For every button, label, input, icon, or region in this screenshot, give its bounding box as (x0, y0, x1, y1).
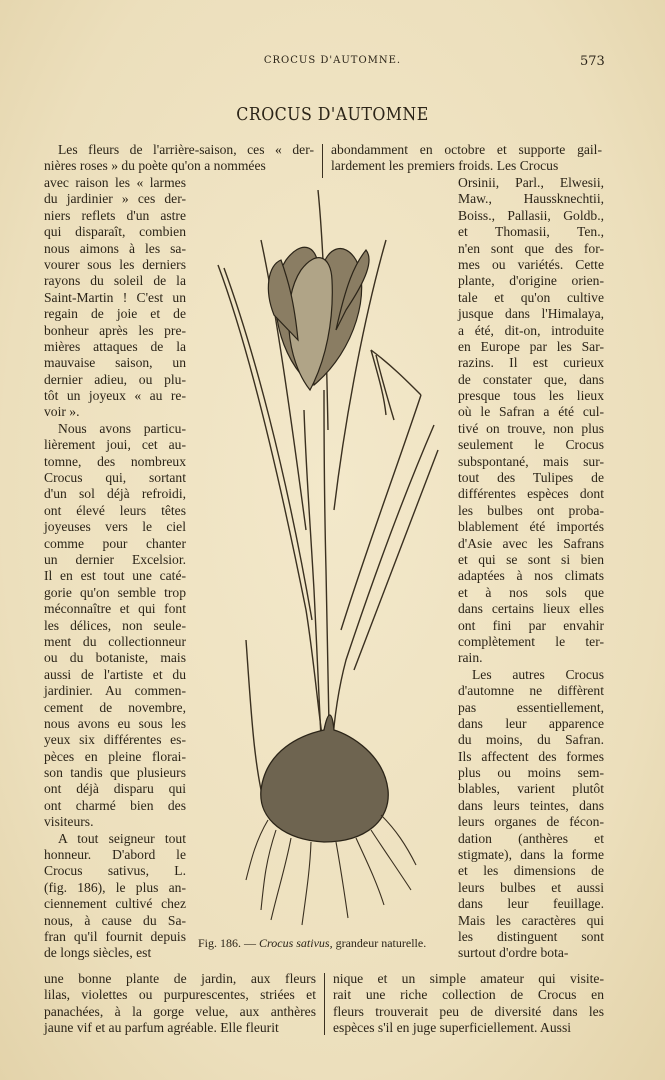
text-line: ment du collectionneur (44, 633, 186, 649)
text-line: fran qu'il fournit depuis (44, 928, 186, 944)
text-line: jusque dans l'Himalaya, (458, 306, 604, 322)
text-line: et Thomasii, Ten., (458, 224, 604, 240)
text-line: visiteurs. (44, 814, 94, 830)
text-line: a été, dit-on, introduite (458, 322, 604, 338)
caption-prefix: Fig. 186. — (198, 936, 257, 950)
text-line: dation (anthères et (458, 830, 604, 846)
text-line: du moins, du Safran. (458, 732, 604, 748)
text-line: jaune vif et au parfum agréable. Elle fleurit (44, 1020, 279, 1036)
text-line: nous aimons à les sa- (44, 240, 186, 256)
text-line: abondamment en octobre et supporte gail- (331, 142, 602, 157)
text-line: Boiss., Pallasii, Goldb., (458, 207, 604, 223)
text-line: de constater que, dans (458, 371, 604, 387)
figure-caption (198, 936, 426, 951)
text-line: avec raison les « larmes (44, 175, 186, 190)
text-line: nique et un simple amateur qui visite- (333, 971, 604, 986)
text-line: dans leurs teintes, dans (458, 797, 604, 813)
text-line: stigmate), dans la forme (458, 847, 604, 863)
text-line: gorie qu'on semble trop (44, 584, 186, 600)
left-column-narrow (44, 175, 186, 962)
text-line: les délices, non seule- (44, 617, 186, 633)
text-line: vourer sous les derniers (44, 256, 186, 272)
text-line: nières roses » du poète qu'on a nommées (44, 158, 266, 174)
text-line: subspontané, mais sur- (458, 453, 604, 469)
text-line: Crocus sativus, L. (44, 863, 186, 879)
text-line: niers reflets d'un astre (44, 207, 186, 223)
text-line: méconnaître et qui font (44, 601, 186, 617)
text-line: joyeuses vers le ciel (44, 519, 186, 535)
text-line: dans leur feuillage. (458, 896, 604, 912)
text-line: aussi de l'artiste et du (44, 666, 186, 682)
text-line: une bonne plante de jardin, aux fleurs (44, 971, 316, 986)
text-line: d'Asie avec les Safrans (458, 535, 604, 551)
page-number: 573 (580, 54, 605, 69)
text-line: plus ou moins sem- (458, 765, 604, 781)
text-line: leurs organes de fécon- (458, 814, 604, 830)
text-line: du jardinier » ces der- (44, 191, 186, 207)
text-line: Nous avons particu- (58, 420, 186, 436)
text-line: les distinguent sont (458, 928, 604, 944)
text-line: surtout d'ordre bota- (458, 945, 569, 961)
text-line: Les autres Crocus (472, 666, 604, 682)
text-line: tale et qu'on cultive (458, 289, 604, 305)
text-line: ont charmé bien des (44, 797, 186, 813)
crocus-plant-engraving-icon (206, 190, 452, 930)
text-line: mières attaques de la (44, 338, 186, 354)
text-line: leurs bulbes et aussi (458, 879, 604, 895)
caption-species: Crocus sativus, (259, 936, 333, 950)
text-line: qui disparaît, combien (44, 224, 186, 240)
text-line: dernier adieu, ou plu- (44, 371, 186, 387)
column-rule-top (322, 144, 323, 178)
text-line: espèces s'il en juge superficiellement. Aussi (333, 1020, 572, 1036)
left-column-top (44, 142, 314, 175)
text-line: A tout seigneur tout (58, 830, 186, 846)
text-line: tomne, des nombreux (44, 453, 186, 469)
text-line: dans certains lieux elles (458, 601, 604, 617)
text-line: nous avons eu sous les (44, 715, 186, 731)
column-rule-bottom (324, 973, 325, 1035)
text-line: et qui se sont si bien (458, 551, 604, 567)
text-line: rain. (458, 650, 483, 666)
text-line: Il en est tout une caté- (44, 568, 186, 584)
text-line: lardement les premiers froids. Les Crocus (331, 158, 559, 174)
text-line: lièrement joui, cet au- (44, 437, 186, 453)
text-line: yeux six différentes es- (44, 732, 186, 748)
text-line: en Europe par les Sar- (458, 338, 604, 354)
text-line: Maw., Haussknechtii, (458, 191, 604, 207)
text-line: Mais les caractères qui (458, 912, 604, 928)
text-line: ont élevé leurs têtes (44, 502, 186, 518)
text-line: et les dimensions de (458, 863, 604, 879)
text-line: plante, d'origine orien- (458, 273, 604, 289)
text-line: mauvaise saison, un (44, 355, 186, 371)
text-line: un dernier Excelsior. (44, 551, 186, 567)
text-line: différentes espèces dont (458, 486, 604, 502)
right-column-bottom (333, 971, 604, 1037)
text-line: honneur. D'abord le (44, 847, 186, 863)
text-line: cement de novembre, (44, 699, 186, 715)
text-line: razins. Il est curieux (458, 355, 604, 371)
text-line: ou du botaniste, mais (44, 650, 186, 666)
caption-suffix: grandeur naturelle. (335, 936, 427, 950)
text-line: panachées, à la gorge velue, aux anthères (44, 1003, 316, 1019)
text-line: blables, varient plutôt (458, 781, 604, 797)
text-line: jardinier. Au commen- (44, 683, 186, 699)
text-line: rayons du soleil de la (44, 273, 186, 289)
text-line: Saint-Martin ! C'est un (44, 289, 186, 305)
text-line: lilas, violettes ou purpurescentes, striées et (44, 987, 316, 1003)
text-line: Ils affectent des formes (458, 748, 604, 764)
text-line: blablement été importés (458, 519, 604, 535)
text-line: rait une riche collection de Crocus en (333, 987, 604, 1003)
text-line: d'automne ne diffèrent (458, 683, 604, 699)
text-line: fleurs trouverait peu de diversité dans les (333, 1003, 604, 1019)
text-line: nous, à cause du Sa- (44, 912, 186, 928)
text-line: Orsinii, Parl., Elwesii, (458, 175, 604, 190)
text-line: (fig. 186), le plus an- (44, 879, 186, 895)
text-line: n'en sont que des for- (458, 240, 604, 256)
text-line: mes ou variétés. Cette (458, 256, 604, 272)
right-column-top (331, 142, 602, 175)
text-line: tôt un joyeux « au re- (44, 388, 186, 404)
text-line: seulement le Crocus (458, 437, 604, 453)
text-line: comme pour chanter (44, 535, 186, 551)
article-title: CROCUS D'AUTOMNE (236, 104, 429, 125)
right-column-narrow (458, 175, 604, 962)
text-line: ont fini par envahir (458, 617, 604, 633)
text-line: bonheur après les pre- (44, 322, 186, 338)
text-line: complètement le ter- (458, 633, 604, 649)
text-line: son tandis que plusieurs (44, 765, 186, 781)
left-column-bottom (44, 971, 316, 1037)
text-line: dans leur apparence (458, 715, 604, 731)
text-line: et à nos sols que (458, 584, 604, 600)
running-head: CROCUS D'AUTOMNE. (263, 55, 402, 66)
text-line: ciennement cultivé chez (44, 896, 186, 912)
text-line: pas essentiellement, (458, 699, 604, 715)
text-line: presque tous les lieux (458, 388, 604, 404)
text-line: où le Safran a été cul- (458, 404, 604, 420)
text-line: tout des Tulipes de (458, 470, 604, 486)
text-line: voir ». (44, 404, 80, 420)
text-line: les bulbes ont proba- (458, 502, 604, 518)
text-line: de longs siècles, est (44, 945, 152, 961)
text-line: d'un sol déjà refroidi, (44, 486, 186, 502)
text-line: Les fleurs de l'arrière-saison, ces « der- (58, 142, 314, 157)
text-line: regain de joie et de (44, 306, 186, 322)
text-line: ont déjà disparu qui (44, 781, 186, 797)
text-line: tivé on trouve, non plus (458, 420, 604, 436)
text-line: adaptées à nos climats (458, 568, 604, 584)
text-line: pèces en pleine florai- (44, 748, 186, 764)
text-line: Crocus qui, sortant (44, 470, 186, 486)
